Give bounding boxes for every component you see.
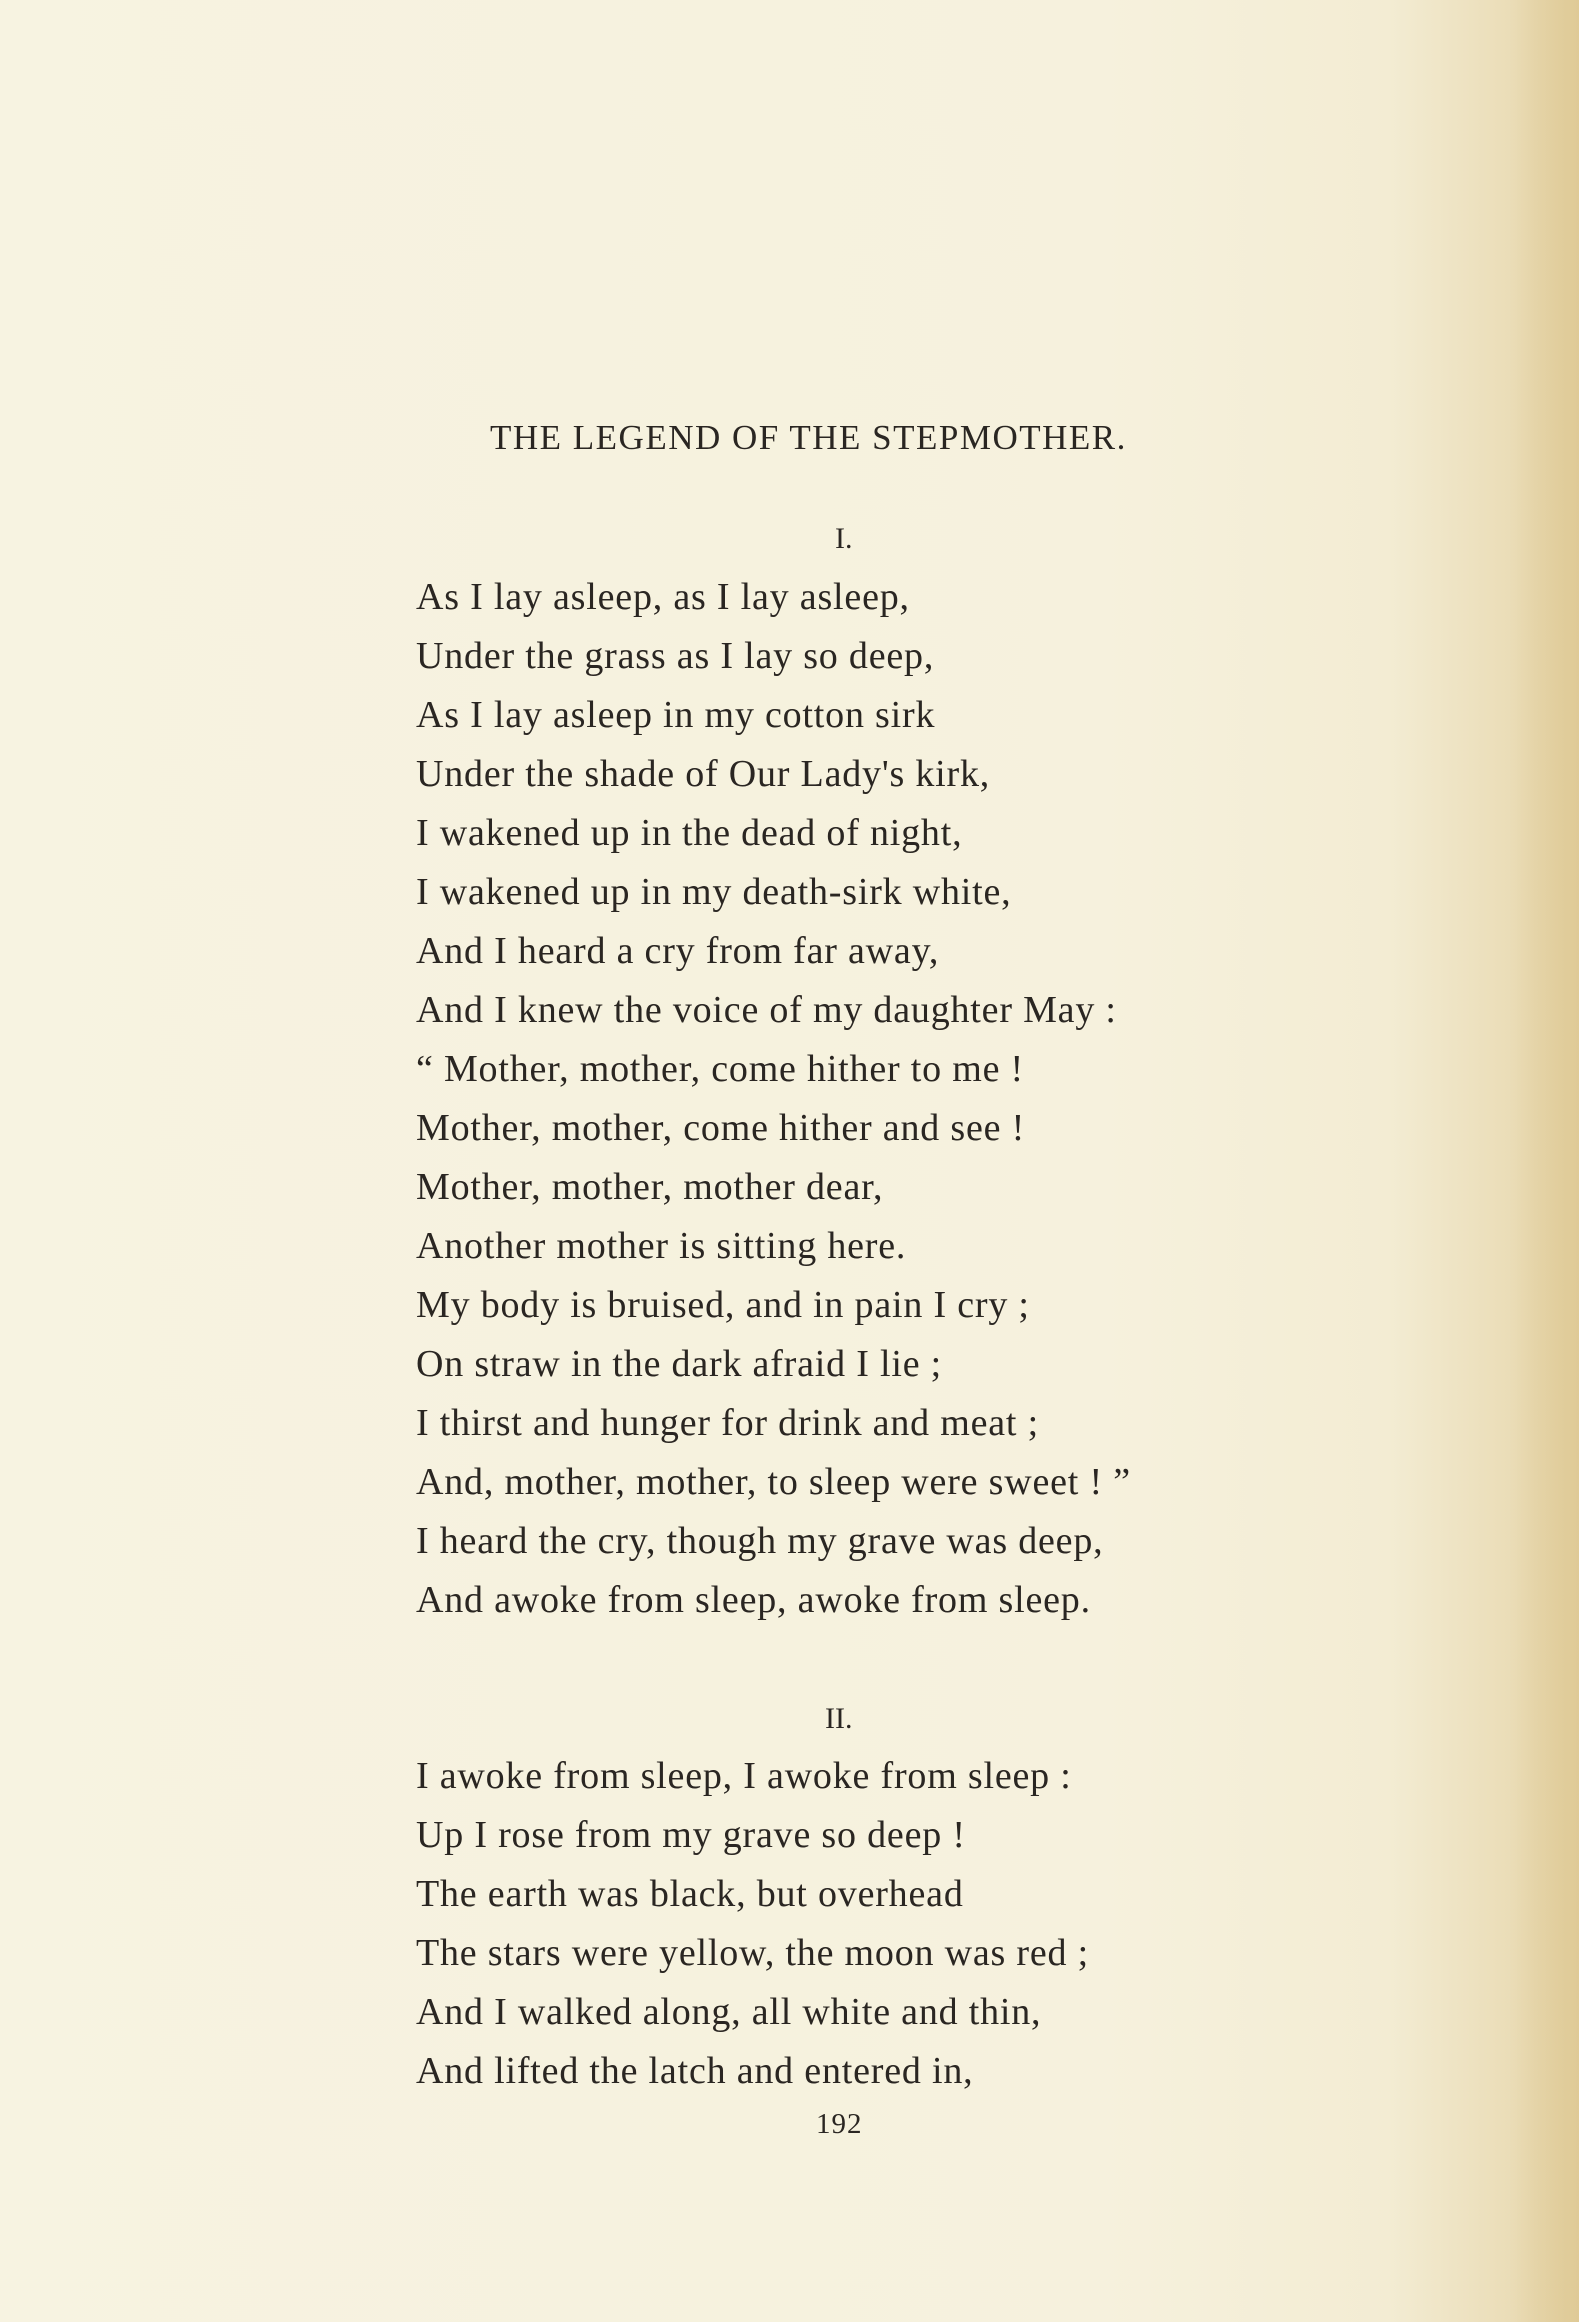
- stanza-2: [416, 1747, 1089, 2101]
- poem-line: As I lay asleep, as I lay asleep,: [416, 576, 910, 618]
- poem-line: On straw in the dark afraid I lie ;: [416, 1343, 943, 1385]
- poem-line: I wakened up in the dead of night,: [416, 812, 963, 854]
- poem-line: Up I rose from my grave so deep !: [416, 1814, 966, 1856]
- poem-title: THE LEGEND OF THE STEPMOTHER.: [490, 418, 1127, 457]
- poem-line: Another mother is sitting here.: [416, 1225, 907, 1267]
- poem-line: I thirst and hunger for drink and meat ;: [416, 1402, 1039, 1444]
- poem-line: As I lay asleep in my cotton sirk: [416, 694, 936, 736]
- poem-line: And I walked along, all white and thin,: [416, 1991, 1042, 2033]
- poem-line: “ Mother, mother, come hither to me !: [416, 1048, 1024, 1090]
- poem-line: And lifted the latch and entered in,: [416, 2050, 974, 2092]
- section-number-1: I.: [835, 522, 853, 555]
- poem-line: Mother, mother, mother dear,: [416, 1166, 884, 1208]
- page-number: 192: [816, 2108, 863, 2140]
- poem-line: The earth was black, but overhead: [416, 1873, 964, 1915]
- poem-line: And I heard a cry from far away,: [416, 930, 940, 972]
- poem-line: I wakened up in my death-sirk white,: [416, 871, 1012, 913]
- stanza-1: [416, 568, 1131, 1630]
- poem-line: And awoke from sleep, awoke from sleep.: [416, 1579, 1091, 1621]
- poem-line: My body is bruised, and in pain I cry ;: [416, 1284, 1030, 1326]
- poem-line: And I knew the voice of my daughter May :: [416, 989, 1117, 1031]
- poem-line: Mother, mother, come hither and see !: [416, 1107, 1026, 1149]
- poem-line: I heard the cry, though my grave was deep,: [416, 1520, 1104, 1562]
- poem-line: The stars were yellow, the moon was red ;: [416, 1932, 1089, 1974]
- page-edge-shadow: [1509, 0, 1579, 2322]
- section-number-2: II.: [825, 1702, 853, 1735]
- poem-line: I awoke from sleep, I awoke from sleep :: [416, 1755, 1072, 1797]
- poem-line: Under the grass as I lay so deep,: [416, 635, 935, 677]
- poem-line: Under the shade of Our Lady's kirk,: [416, 753, 991, 795]
- poem-line: And, mother, mother, to sleep were sweet ! ”: [416, 1461, 1131, 1503]
